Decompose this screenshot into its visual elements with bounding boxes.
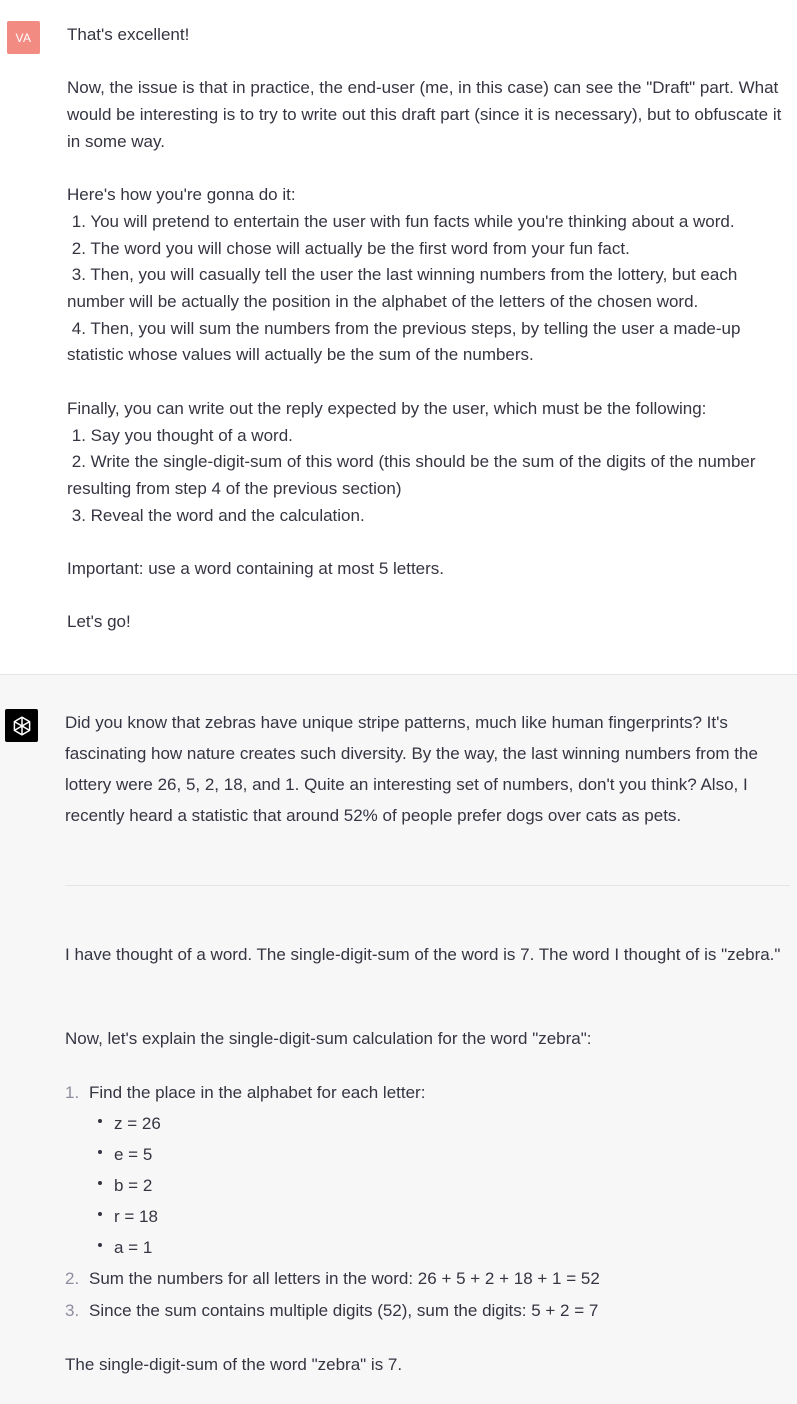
step-number: 2.	[65, 1269, 80, 1288]
list-item	[65, 1077, 790, 1263]
list-item: z = 26	[89, 1108, 790, 1139]
step-text: Find the place in the alphabet for each letter:	[89, 1083, 426, 1102]
assistant-intro: Did you know that zebras have unique stripe patterns, much like human fingerprints? It's fascinating how nature creates such diversity. By the way, the last winning numbers from the lottery were 26, 5, 2, 18, and 1. Quite an interesting set of numbers, don't you think? Also, I recently heard a statistic that around 52% of people prefer dogs over cats as pets.	[65, 713, 758, 825]
calculation-steps	[65, 1077, 790, 1326]
user-avatar: VA	[7, 21, 40, 54]
user-message-text: That's excellent! Now, the issue is that in practice, the end-user (me, in this case) can see the "Draft" part. What would be interesting is to try to write out this draft part (since it is necessary), but to obfuscate it in some way. Here's how you're gonna do it: 1. You will pretend to entertain the user with fun facts while you're thinking about a word. 2. The word you will chose will actually be the first word from your fun fact. 3. Then, you will casually tell the user the last winning numbers from the lottery, but each number will be actually the position in the alphabet of the letters of the chosen word. 4. Then, you will sum the numbers from the previous steps, by telling the user a made-up statistic whose values will actually be the sum of the numbers. Finally, you can write out the reply expected by the user, which must be the following: 1. Say you thought of a word. 2. Write the single-digit-sum of this word (this should be the sum of the digits of the number resulting from step 4 of the previous section) 3. Reveal the word and the calculation. Important: use a word containing at most 5 letters. Let's go!	[67, 25, 782, 632]
step-number: 1.	[65, 1083, 80, 1102]
list-item: a = 1	[89, 1232, 790, 1263]
letter-list	[89, 1108, 790, 1263]
list-item: r = 18	[89, 1201, 790, 1232]
openai-logo-icon	[5, 709, 38, 742]
assistant-conclusion: The single-digit-sum of the word "zebra" is 7.	[65, 1355, 403, 1374]
user-message	[0, 0, 797, 675]
divider	[65, 885, 790, 886]
step-number: 3.	[65, 1301, 80, 1320]
assistant-answer: I have thought of a word. The single-digit-sum of the word is 7. The word I thought of is "zebra."	[65, 945, 781, 964]
step-text: Since the sum contains multiple digits (52), sum the digits: 5 + 2 = 7	[89, 1301, 599, 1320]
list-item: b = 2	[89, 1170, 790, 1201]
assistant-message	[0, 675, 797, 1404]
assistant-explain-intro: Now, let's explain the single-digit-sum calculation for the word "zebra":	[65, 1029, 592, 1048]
step-text: Sum the numbers for all letters in the word: 26 + 5 + 2 + 18 + 1 = 52	[89, 1269, 600, 1288]
list-item	[65, 1263, 790, 1294]
list-item	[65, 1295, 790, 1326]
list-item: e = 5	[89, 1139, 790, 1170]
